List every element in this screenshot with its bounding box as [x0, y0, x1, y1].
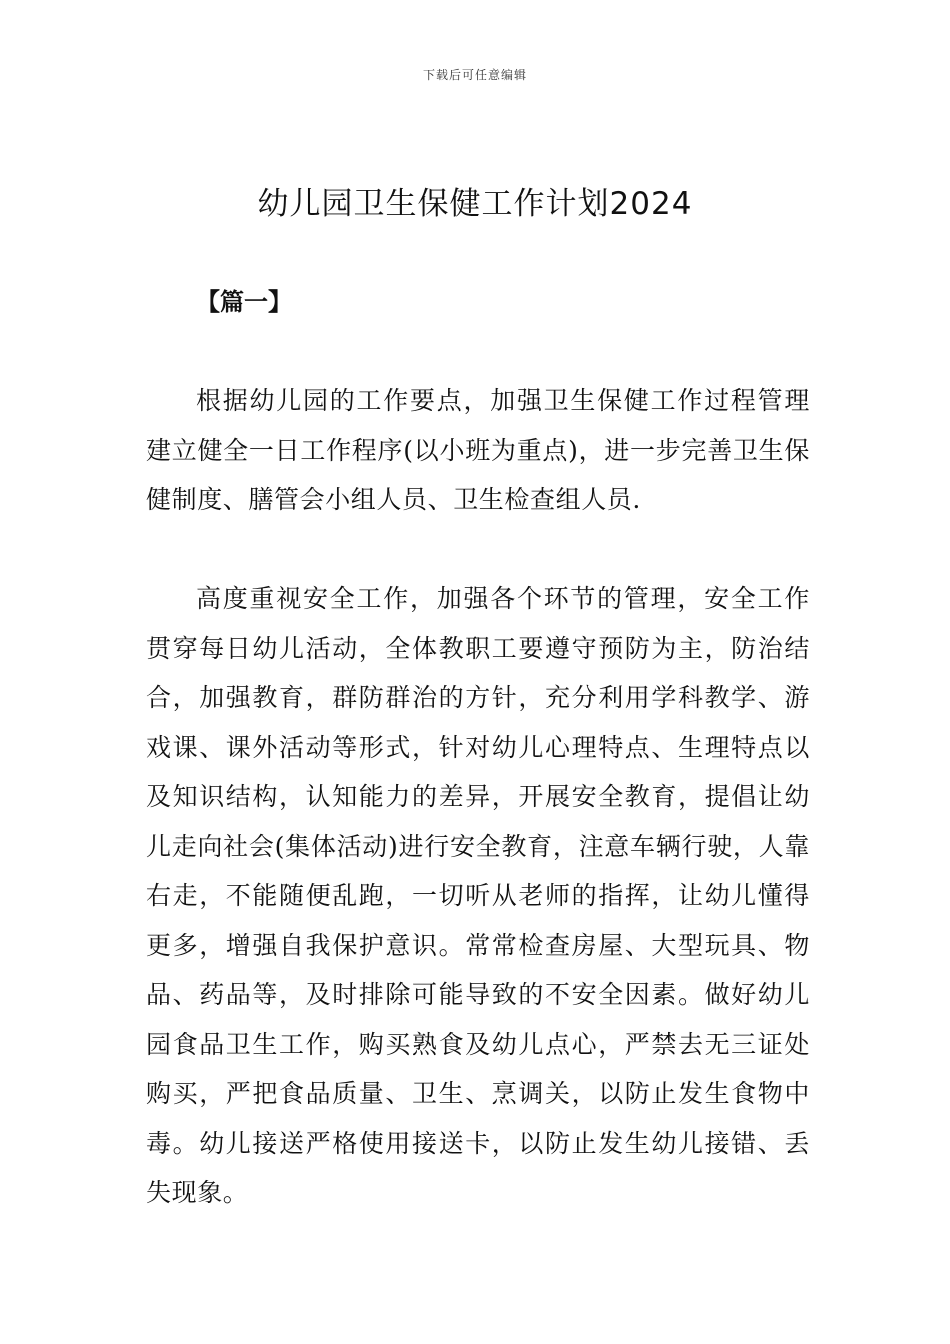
paragraph: 高度重视安全工作，加强各个环节的管理，安全工作贯穿每日幼儿活动，全体教职工要遵守预防为主，防治结合，加强教育，群防群治的方针，充分利用学科教学、游戏课、课外活动等形式，针对幼儿心理特点、生理特点以及知识结构，认知能力的差异，开展安全教育，提倡让幼儿走向社会(集体活动)进行安全教育，注意车辆行驶，人靠右走，不能随便乱跑，一切听从老师的指挥，让幼儿懂得更多，增强自我保护意识。常常检查房屋、大型玩具、物品、药品等，及时排除可能导致的不安全因素。做好幼儿园食品卫生工作，购买熟食及幼儿点心，严禁去无三证处购买，严把食品质量、卫生、烹调关，以防止发生食物中毒。幼儿接送严格使用接送卡，以防止发生幼儿接错、丢失现象。 [146, 584, 810, 1207]
document-title: 幼儿园卫生保健工作计划2024 [257, 186, 693, 222]
header-note: 下载后可任意编辑 [422, 68, 527, 82]
section-heading: 【篇一】 [196, 288, 292, 316]
paragraph: 根据幼儿园的工作要点，加强卫生保健工作过程管理建立健全一日工作程序(以小班为重点)，进一步完善卫生保健制度、膳管会小组人员、卫生检查组人员. [146, 386, 810, 514]
